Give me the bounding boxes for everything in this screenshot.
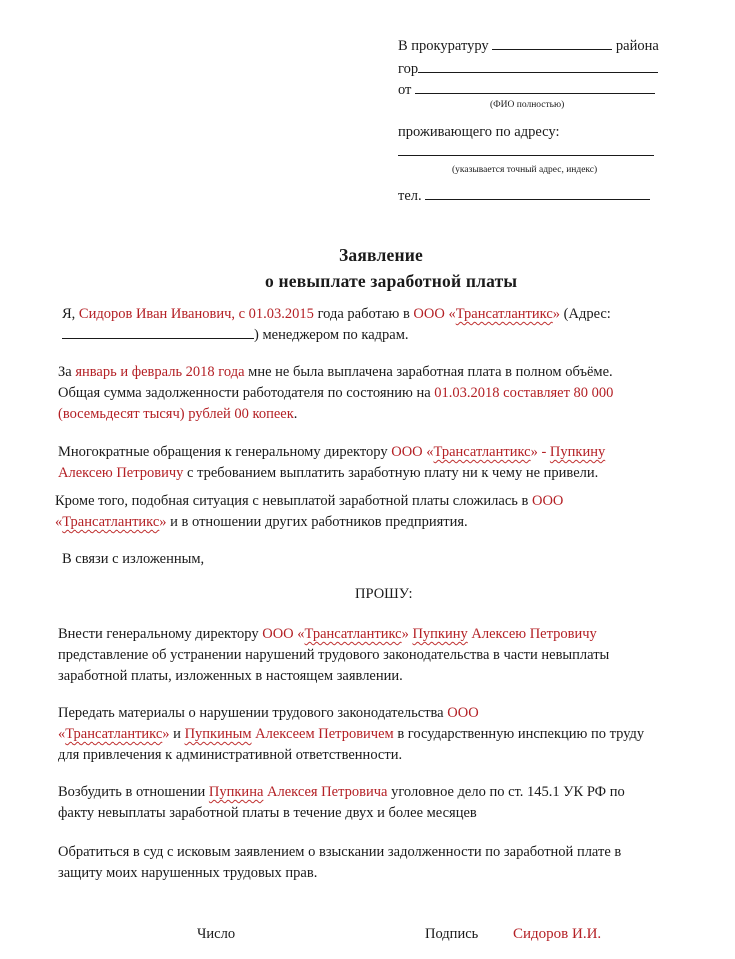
city-line: гор [398, 61, 658, 78]
recipient-blank [492, 48, 612, 50]
paragraph-other-workers: Кроме того, подобная ситуация с невыплатой заработной платы сложилась в ООО «Трансатлантикс» и в отношении других работников предприятия. [55, 493, 564, 530]
debt-amount-words: (восемьдесят тысяч) рублей 00 копеек [58, 406, 294, 422]
unpaid-months: январь и февраль 2018 года [75, 364, 245, 380]
signature-label: Подпись [425, 926, 479, 942]
paragraph-debt: За январь и февраль 2018 года мне не была выплачена заработная плата в полном объёме. Общая сумма задолженности работодателя по состоянию на 01.03.2018 составляет 80 000 (восемьдесят тысяч) рублей 00 копеек. [58, 364, 614, 422]
request-item-3: Возбудить в отношении Пупкина Алексея Петровича уголовное дело по ст. 145.1 УК РФ по факту невыплаты заработной платы в течение двух и более месяцев [58, 784, 625, 821]
fio-hint: (ФИО полностью) [490, 100, 565, 110]
request-heading: ПРОШУ: [355, 586, 413, 602]
employer-address-blank [62, 337, 254, 339]
recipient-line: В прокуратуру района [398, 38, 659, 54]
debt-date-amount: 01.03.2018 составляет 80 000 [434, 385, 614, 401]
phone-blank [425, 198, 650, 200]
paragraph-appeals: Многократные обращения к генеральному директору ООО «Трансатлантикс» - Пупкину Алексею Петровичу с требованием выплатить заработную плату ни к чему не привели. [58, 444, 606, 481]
employee-name: Сидоров Иван Иванович, с 01.03.2015 [78, 306, 314, 322]
city-blank [418, 71, 658, 73]
address-hint: (указывается точный адрес, индекс) [452, 165, 598, 175]
request-item-4: Обратиться в суд с исковым заявлением о взыскании задолженности по заработной плате в защиту моих нарушенных трудовых прав. [58, 844, 622, 881]
request-item-1: Внести генеральному директору ООО «Трансатлантикс» Пупкину Алексею Петровичу представление об устранении нарушений трудового законодательства в части невыплаты заработной платы, изложенных в настоящем заявлении. [58, 626, 610, 684]
from-blank [415, 92, 655, 94]
signature-name: Сидоров И.И. [513, 926, 602, 942]
from-line: от [398, 82, 655, 99]
phone-line: тел. [398, 188, 650, 205]
employer-name: Трансатлантикс [455, 306, 553, 322]
address-label: проживающего по адресу: [398, 124, 560, 140]
date-label: Число [197, 926, 236, 942]
address-line [398, 144, 654, 161]
director-surname: Пупкину [549, 444, 606, 460]
document-subtitle: о невыплате заработной платы [265, 271, 518, 291]
document-title: Заявление [339, 245, 423, 265]
address-blank [398, 154, 654, 156]
request-item-2: Передать материалы о нарушении трудового законодательства ООО «Трансатлантикс» и Пупкиным Алексеем Петровичем в государственную инспекцию по труду для привлечения к административной ответственности. [58, 705, 645, 763]
paragraph-therefore: В связи с изложенным, [62, 551, 205, 567]
paragraph-employment: Я, Сидоров Иван Иванович, с 01.03.2015 года работаю в ООО «Трансатлантикс» (Адрес: ) менеджером по кадрам. [62, 306, 611, 343]
